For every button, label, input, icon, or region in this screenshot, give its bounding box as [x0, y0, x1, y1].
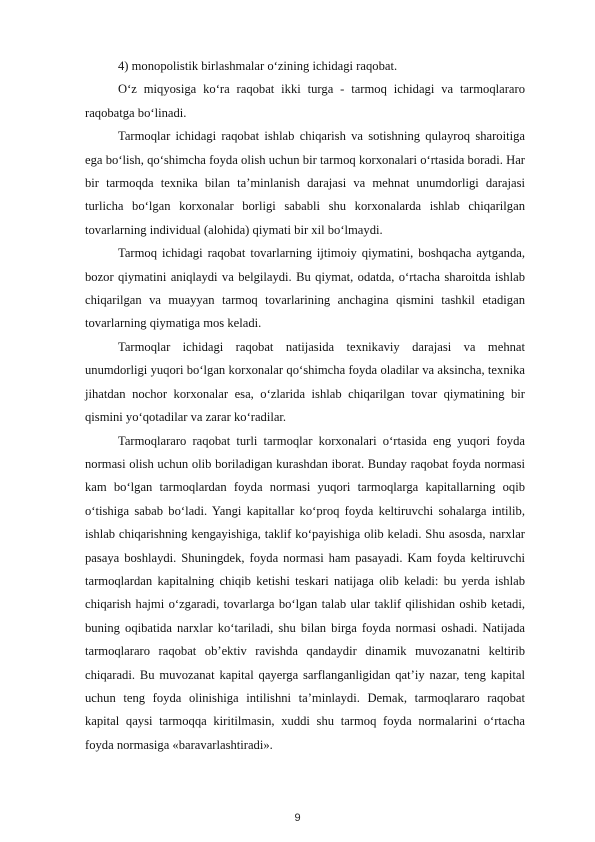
- page-number: 9: [294, 812, 301, 824]
- paragraph-raqobat-turlari: O‘z miqyosiga ko‘ra raqobat ikki turga - tarmoq ichidagi va tarmoqlararo raqobatga bo‘linadi.: [85, 82, 525, 120]
- paragraph-ijtimoiy-qiymat: Tarmoq ichidagi raqobat tovarlarning ijtimoiy qiymatini, boshqacha aytganda, bozor qiymatini aniqlaydi va belgilaydi. Bu qiymat, odatda, o‘rtacha sharoitda ishlab chiqarilgan va muayyan tarmoq tovarlarining anchagina qismini tashkil etadigan tovarlarning qiymatiga mos keladi.: [85, 246, 525, 331]
- paragraph-raqobat-natijasi: Tarmoqlar ichidagi raqobat natijasida texnikaviy darajasi va mehnat unumdorligi yuqori bo‘lgan korxonalar qo‘shimcha foyda oladilar va aksincha, texnika jihatdan nochor korxonalar esa, o‘zlarida ishlab chiqarilgan tovar qiymatining bir qismini yo‘qotadilar va zarar ko‘radilar.: [85, 339, 525, 425]
- paragraph-tarmoqlararo-raqobat: Tarmoqlararo raqobat turli tarmoqlar korxonalari o‘rtasida eng yuqori foyda normasi olish uchun olib boriladigan kurashdan iborat. Bunday raqobat foyda normasi kam bo‘lgan tarmoqlardan foyda normasi yuqori tarmoqlarga kapitallarning oqib o‘tishiga sabab bo‘ladi. Yangi kapitallar ko‘proq foyda keltiruvchi sohalarga intilib, ishlab chiqarishning kengayishiga, taklif ko‘payishiga olib keladi. Shu asosda, narxlar pasaya boshlaydi. Shuningdek, foyda normasi ham pasayadi. Kam foyda keltiruvchi tarmoqlardan kapitalning chiqib ketishi teskari natijaga olib keladi: bu yerda ishlab chiqarish hajmi o‘zgaradi, tovarlarga bo‘lgan talab ular taklif qilishidan oshib ketadi, buning oqibatida narxlar ko‘tariladi, shu bilan birga foyda normasi oshadi. Natijada tarmoqlararo raqobat ob’ektiv ravishda qandaydir dinamik muvozanatni keltirib chiqaradi. Bu muvozanat kapital qayerga sarflanganligidan qat’iy nazar, teng kapital uchun teng foyda olinishiga intilishni ta’minlaydi. Demak, tarmoqlararo raqobat kapital qaysi tarmoqqa kiritilmasin, xuddi shu tarmoq foyda normalarini o‘rtacha foyda normasiga «baravarlashtiradi».: [85, 433, 525, 752]
- paragraph-list-item-4: 4) monopolistik birlashmalar o‘zining ichidagi raqobat.: [118, 59, 398, 73]
- body-text: [85, 55, 525, 757]
- paragraph-tarmoq-ichidagi-raqobat: Tarmoqlar ichidagi raqobat ishlab chiqarish va sotishning qulayroq sharoitiga ega bo‘lish, qo‘shimcha foyda olish uchun bir tarmoq korxonalari o‘rtasida boradi. Har bir tarmoqda texnika bilan ta’minlanish darajasi va mehnat unumdorligi darajasi turlicha bo‘lgan korxonalar borligi sababli shu korxonalarda ishlab chiqarilgan tovarlarning individual (alohida) qiymati bir xil bo‘lmaydi.: [85, 129, 525, 237]
